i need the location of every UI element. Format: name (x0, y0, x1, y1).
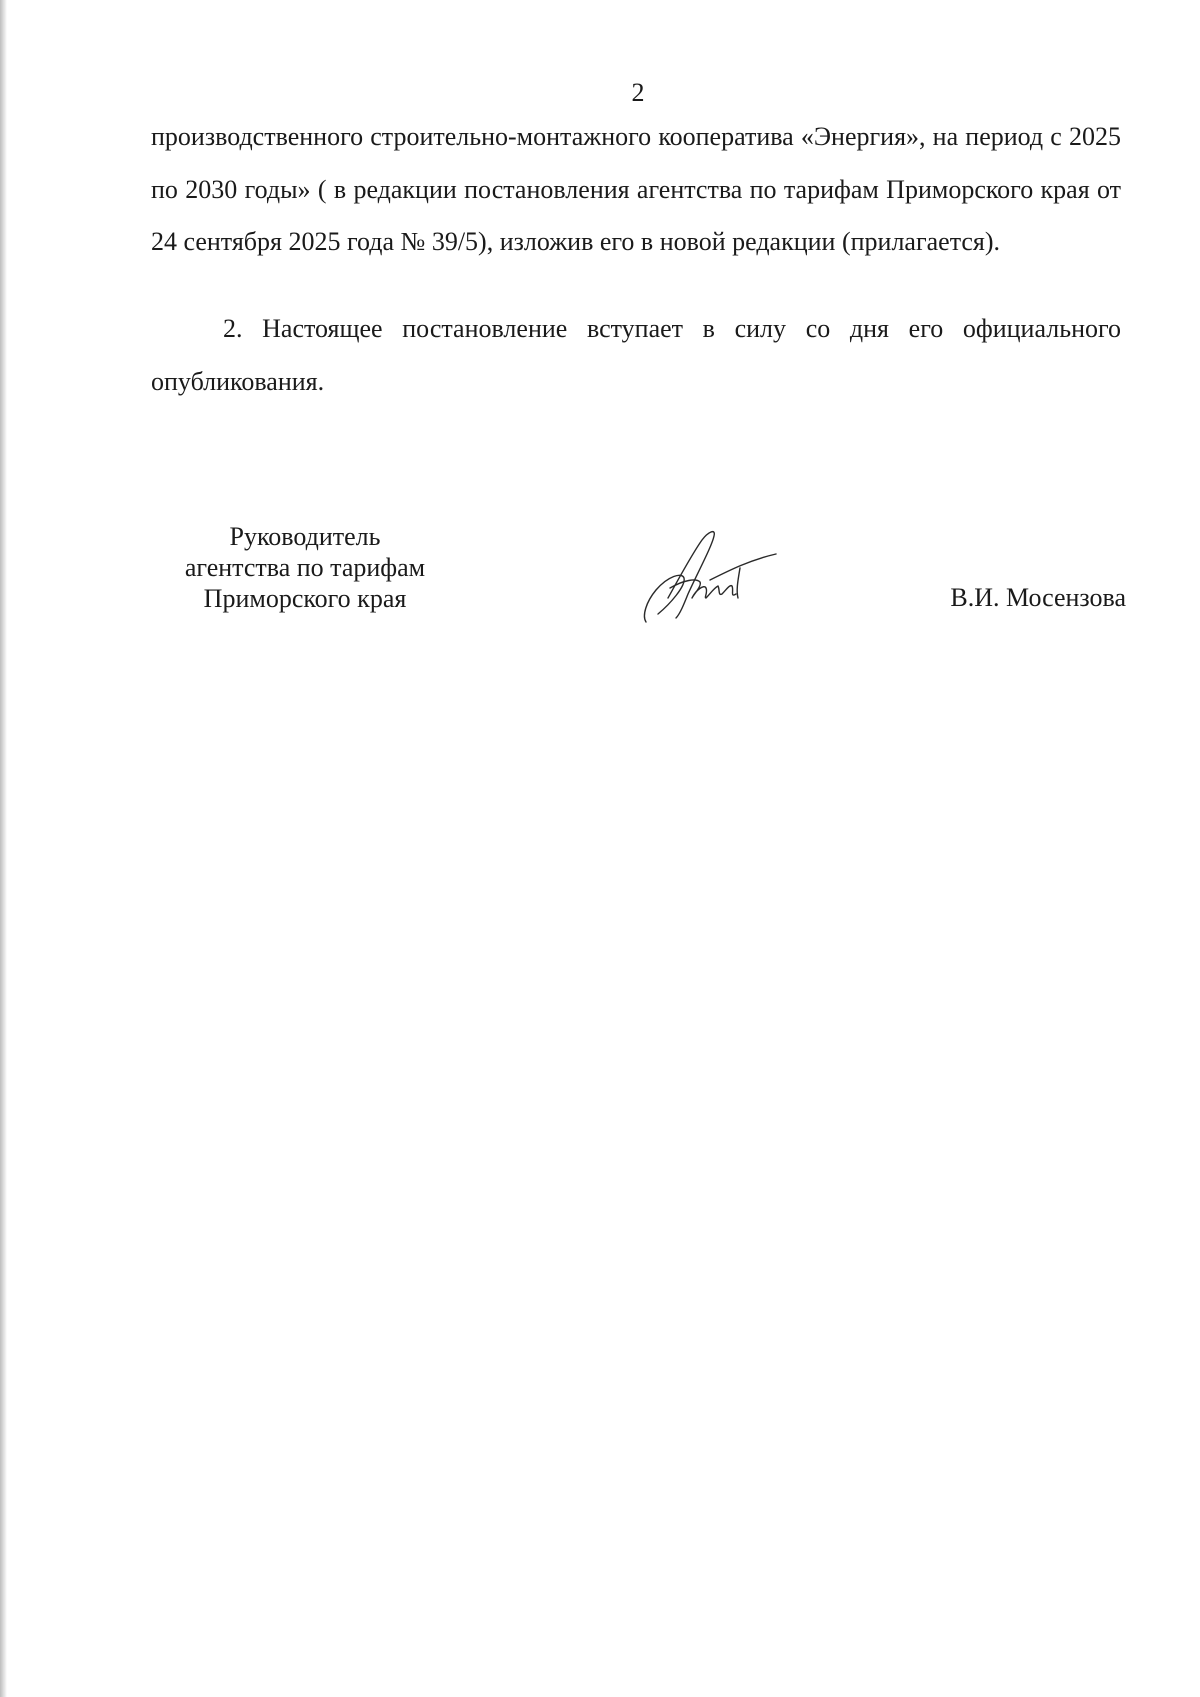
signatory-title-line-3: Приморского края (203, 584, 407, 613)
signatory-name: В.И. Мосензова (950, 583, 1126, 612)
page-number: 2 (631, 78, 645, 107)
paragraph-continuation: производственного строительно-монтажного кооператива «Энергия», на период с 2025 по 2030 годы» ( в редакции постановления агентства по тарифам Приморского края от 24 сентября 2025 года № 39/5), изложив его в новой редакции (прилагается). (151, 122, 1121, 256)
signatory-title-line-2: агентства по тарифам (184, 553, 426, 582)
scan-edge-shadow (0, 0, 7, 1697)
handwritten-signature-icon (640, 528, 780, 628)
paragraph-item-2: 2. Настоящее постановление вступает в силу со дня его официального опубликования. (151, 314, 1121, 396)
signatory-title-line-1: Руководитель (229, 522, 381, 551)
signatory-title (150, 521, 460, 614)
